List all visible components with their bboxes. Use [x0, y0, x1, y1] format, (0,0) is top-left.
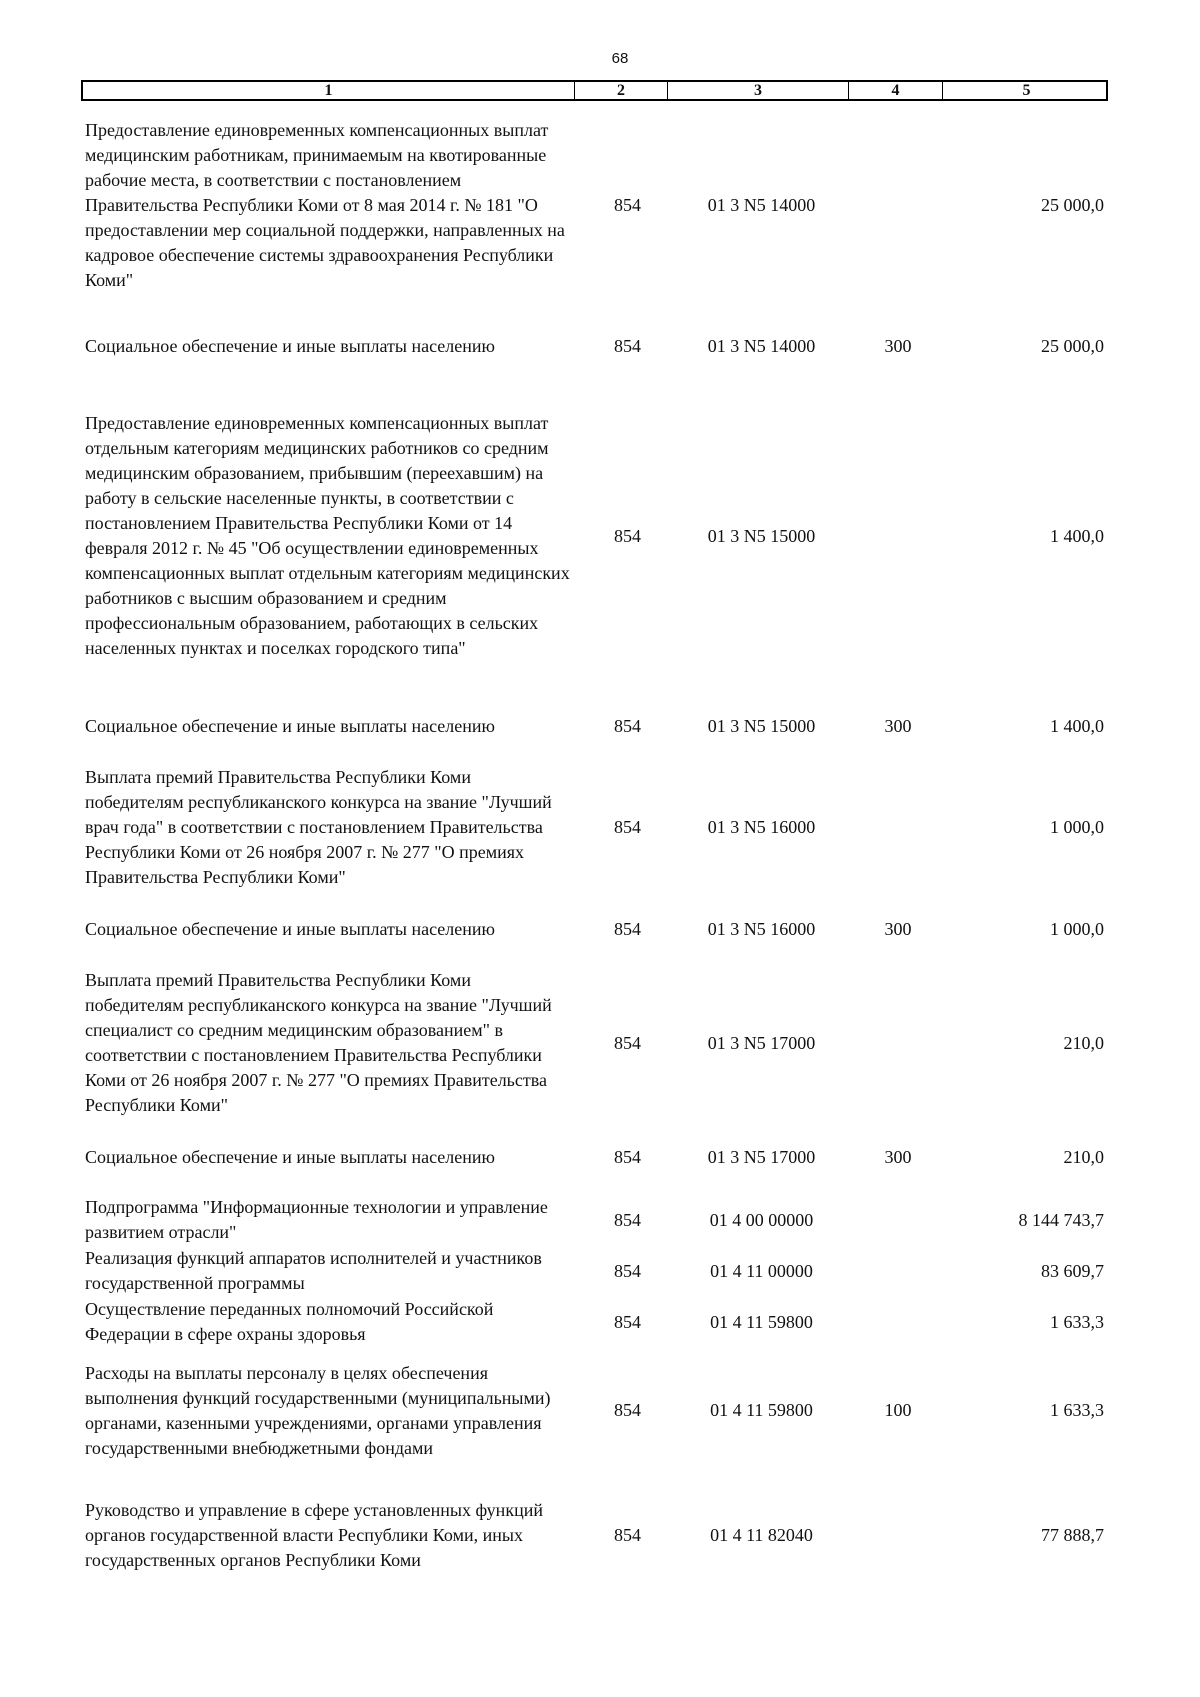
row-code: 01 3 N5 17000: [707, 1032, 816, 1053]
row-name: Предоставление единовременных компенсационных выплат отдельным категориям медицинских работников со средним медицинским образованием, прибывшим (переехавшим) на работу в сельские населенные пункты, в соответствии с постановлением Правительства Республики Коми от 14 февраля 2012 г. № 45 "Об осуществлении единовременных компенсационных выплат отдельным категориям медицинских работников с высшим образованием и средним профессиональным образованием, работающих в сельских населенных пунктах и поселках городского типа": [85, 413, 570, 658]
row-ministry: 854: [614, 1260, 641, 1281]
row-name: Социальное обеспечение и иные выплаты населению: [85, 715, 495, 736]
row-type: 300: [884, 918, 912, 939]
row-ministry: 854: [614, 918, 641, 939]
row-code: 01 3 N5 16000: [707, 918, 816, 939]
row-code: 01 3 N5 15000: [707, 715, 816, 736]
row-amount: 1 633,3: [1050, 1400, 1104, 1420]
row-ministry: 854: [614, 335, 641, 356]
row-code: 01 3 N5 17000: [707, 1146, 816, 1167]
row-ministry: 854: [614, 715, 641, 736]
row-amount: 83 609,7: [1041, 1260, 1104, 1281]
row-amount: 210,0: [1063, 1032, 1104, 1053]
table-row: [81, 1195, 1108, 1245]
header-col-4: 4: [848, 82, 942, 100]
row-code: 01 3 N5 14000: [707, 195, 816, 215]
row-name: Выплата премий Правительства Республики Коми победителям республиканского конкурса на звание "Лучший специалист со средним медицинским образованием" в соответствии с постановлением Правительства Республики Коми от 26 ноября 2007 г. № 277 "О премиях Правительства Республики Коми": [85, 970, 552, 1115]
header-col-1: 1: [324, 82, 333, 99]
row-amount: 1 400,0: [1050, 715, 1104, 736]
table-row: [81, 333, 1108, 359]
row-type: 300: [884, 715, 912, 736]
row-code: 01 4 11 00000: [710, 1260, 813, 1281]
row-amount: 210,0: [1063, 1146, 1104, 1167]
table-row: [81, 1498, 1108, 1573]
row-amount: 1 000,0: [1050, 918, 1104, 939]
row-name: Предоставление единовременных компенсационных выплат медицинским работникам, принимаемым на квотированные рабочие места, в соответствии с постановлением Правительства Республики Коми от 8 мая 2014 г. № 181 "О предоставлении мер социальной поддержки, направленных на кадровое обеспечение системы здравоохранения Республики Коми": [85, 120, 565, 290]
row-ministry: 854: [614, 1525, 641, 1545]
table-row: [81, 713, 1108, 739]
page-number: 68: [611, 50, 629, 67]
table-header: [81, 80, 1108, 101]
row-type: 300: [884, 1146, 912, 1167]
table-row: [81, 765, 1108, 890]
table-row: [81, 1348, 1108, 1473]
header-col-5: 5: [942, 82, 1110, 100]
row-name: Социальное обеспечение и иные выплаты населению: [85, 918, 495, 939]
table-row: [81, 916, 1108, 942]
row-name: Руководство и управление в сфере установленных функций органов государственной власти Республики Коми, иных государственных органов Республики Коми: [85, 1500, 543, 1570]
row-amount: 1 000,0: [1050, 817, 1104, 837]
row-name: Социальное обеспечение и иные выплаты населению: [85, 335, 495, 356]
header-col-2: 2: [574, 82, 667, 100]
row-name: Выплата премий Правительства Республики Коми победителям республиканского конкурса на звание "Лучший врач года" в соответствии с постановлением Правительства Республики Коми от 26 ноября 2007 г. № 277 "О премиях Правительства Республики Коми": [85, 767, 552, 887]
row-amount: 25 000,0: [1041, 195, 1104, 215]
row-ministry: 854: [614, 1146, 641, 1167]
row-amount: 1 633,3: [1050, 1311, 1104, 1332]
table-row: [81, 1144, 1108, 1170]
table-row: [81, 968, 1108, 1118]
row-amount: 1 400,0: [1050, 525, 1104, 546]
row-name: Осуществление переданных полномочий Российской Федерации в сфере охраны здоровья: [85, 1299, 494, 1344]
row-amount: 77 888,7: [1041, 1525, 1104, 1545]
row-name: Социальное обеспечение и иные выплаты населению: [85, 1146, 495, 1167]
row-code: 01 3 N5 15000: [707, 525, 816, 546]
row-amount: 8 144 743,7: [1018, 1209, 1104, 1230]
row-ministry: 854: [614, 1209, 641, 1230]
table-row: [81, 118, 1108, 288]
row-ministry: 854: [614, 1311, 641, 1332]
budget-table: [81, 80, 1108, 1570]
row-code: 01 4 11 59800: [710, 1400, 813, 1420]
row-amount: 25 000,0: [1041, 335, 1104, 356]
row-name: Подпрограмма "Информационные технологии и управление развитием отрасли": [85, 1197, 548, 1242]
row-code: 01 4 00 00000: [709, 1209, 814, 1230]
row-name: Реализация функций аппаратов исполнителей и участников государственной программы: [85, 1248, 542, 1293]
row-code: 01 4 11 59800: [710, 1311, 813, 1332]
row-ministry: 854: [614, 1032, 641, 1053]
table-row: [81, 386, 1108, 686]
row-code: 01 3 N5 16000: [707, 817, 816, 837]
header-col-3: 3: [667, 82, 848, 100]
row-type: 300: [884, 335, 912, 356]
row-code: 01 4 11 82040: [710, 1525, 813, 1545]
row-type: 100: [884, 1400, 912, 1420]
table-row: [81, 1297, 1108, 1347]
row-code: 01 3 N5 14000: [707, 335, 816, 356]
row-ministry: 854: [614, 817, 641, 837]
row-name: Расходы на выплаты персоналу в целях обеспечения выполнения функций государственными (муниципальными) органами, казенными учреждениями, органами управления государственными внебюджетными фондами: [85, 1362, 551, 1458]
row-ministry: 854: [614, 195, 641, 215]
table-row: [81, 1246, 1108, 1296]
row-ministry: 854: [614, 1400, 641, 1420]
row-ministry: 854: [614, 525, 641, 546]
